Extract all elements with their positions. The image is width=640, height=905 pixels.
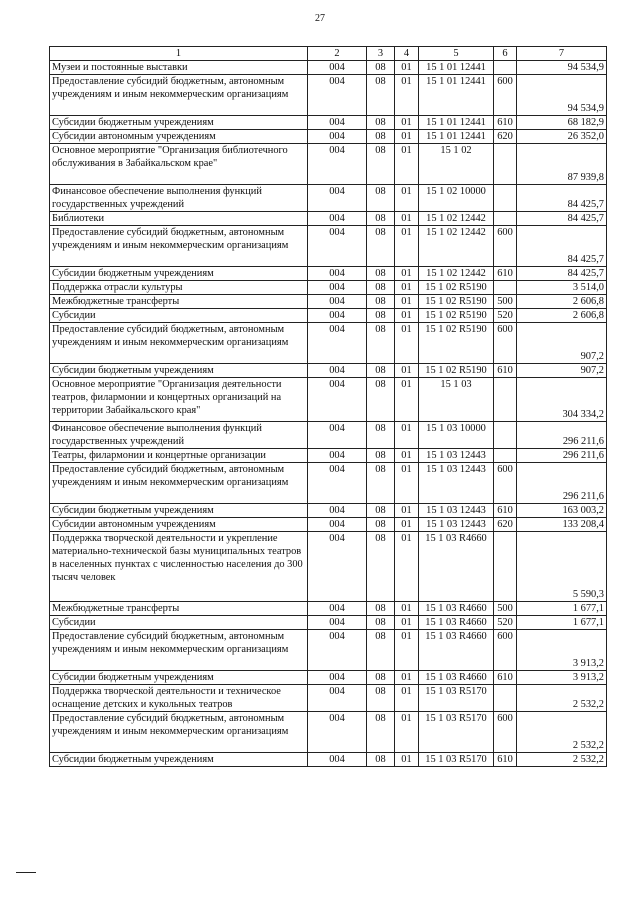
amount-cell: 133 208,4 [517, 518, 607, 532]
code-cell: 15 1 02 R5190 [419, 323, 494, 364]
table-row [50, 532, 607, 602]
col6-cell: 520 [494, 309, 517, 323]
col4-cell: 01 [395, 75, 419, 116]
amount-cell: 296 211,6 [517, 422, 607, 449]
row-name-cell: Субсидии бюджетным учреждениям [50, 116, 308, 130]
col2-cell: 004 [308, 685, 367, 712]
amount-cell: 2 532,2 [517, 685, 607, 712]
col3-cell: 08 [367, 212, 395, 226]
col2-cell: 004 [308, 449, 367, 463]
col4-cell: 01 [395, 226, 419, 267]
code-cell: 15 1 03 R5170 [419, 685, 494, 712]
col3-cell: 08 [367, 309, 395, 323]
row-name-cell: Субсидии бюджетным учреждениям [50, 364, 308, 378]
table-row [50, 144, 607, 185]
col3-cell: 08 [367, 449, 395, 463]
amount-cell: 3 514,0 [517, 281, 607, 295]
row-name-cell: Предоставление субсидий бюджетным, автономным учреждениям и иным некоммерческим организациям [50, 463, 308, 504]
code-cell: 15 1 02 12442 [419, 212, 494, 226]
code-cell: 15 1 03 12443 [419, 449, 494, 463]
col2-cell: 004 [308, 295, 367, 309]
row-name-cell: Библиотеки [50, 212, 308, 226]
col3-cell: 08 [367, 685, 395, 712]
col2-cell: 004 [308, 504, 367, 518]
code-cell: 15 1 02 10000 [419, 185, 494, 212]
code-cell: 15 1 03 R5170 [419, 753, 494, 767]
column-header: 1 [50, 47, 308, 61]
amount-cell: 3 913,2 [517, 630, 607, 671]
col4-cell: 01 [395, 712, 419, 753]
row-name-cell: Межбюджетные трансферты [50, 295, 308, 309]
col6-cell [494, 144, 517, 185]
col6-cell: 620 [494, 518, 517, 532]
col3-cell: 08 [367, 364, 395, 378]
table-row [50, 463, 607, 504]
amount-cell: 907,2 [517, 364, 607, 378]
col3-cell: 08 [367, 422, 395, 449]
table-row [50, 753, 607, 767]
col3-cell: 08 [367, 116, 395, 130]
row-name-cell: Предоставление субсидий бюджетным, автономным учреждениям и иным некоммерческим организациям [50, 323, 308, 364]
table-row [50, 630, 607, 671]
code-cell: 15 1 03 10000 [419, 422, 494, 449]
table-row [50, 602, 607, 616]
col2-cell: 004 [308, 185, 367, 212]
amount-cell: 1 677,1 [517, 616, 607, 630]
col3-cell: 08 [367, 226, 395, 267]
row-name-cell: Поддержка отрасли культуры [50, 281, 308, 295]
col2-cell: 004 [308, 518, 367, 532]
col3-cell: 08 [367, 130, 395, 144]
column-header: 6 [494, 47, 517, 61]
code-cell: 15 1 03 R4660 [419, 671, 494, 685]
code-cell: 15 1 02 12442 [419, 226, 494, 267]
col2-cell: 004 [308, 212, 367, 226]
col4-cell: 01 [395, 61, 419, 75]
amount-cell: 94 534,9 [517, 75, 607, 116]
row-name-cell: Субсидии [50, 616, 308, 630]
column-header: 3 [367, 47, 395, 61]
col3-cell: 08 [367, 323, 395, 364]
col4-cell: 01 [395, 616, 419, 630]
amount-cell: 84 425,7 [517, 212, 607, 226]
col3-cell: 08 [367, 378, 395, 422]
row-name-cell: Субсидии бюджетным учреждениям [50, 753, 308, 767]
code-cell: 15 1 03 R4660 [419, 616, 494, 630]
col2-cell: 004 [308, 753, 367, 767]
col4-cell: 01 [395, 532, 419, 602]
col2-cell: 004 [308, 602, 367, 616]
table-row [50, 281, 607, 295]
col3-cell: 08 [367, 185, 395, 212]
col4-cell: 01 [395, 504, 419, 518]
table-row [50, 712, 607, 753]
row-name-cell: Основное мероприятие "Организация библиотечного обслуживания в Забайкальском крае" [50, 144, 308, 185]
col2-cell: 004 [308, 226, 367, 267]
table-row [50, 295, 607, 309]
col6-cell [494, 61, 517, 75]
code-cell: 15 1 01 12441 [419, 116, 494, 130]
table-row [50, 185, 607, 212]
amount-cell: 5 590,3 [517, 532, 607, 602]
code-cell: 15 1 03 12443 [419, 504, 494, 518]
table-row [50, 116, 607, 130]
row-name-cell: Субсидии [50, 309, 308, 323]
code-cell: 15 1 03 [419, 378, 494, 422]
table-row [50, 518, 607, 532]
row-name-cell: Музеи и постоянные выставки [50, 61, 308, 75]
table-header-row [50, 47, 607, 61]
table-row [50, 267, 607, 281]
column-header: 7 [517, 47, 607, 61]
table-row [50, 130, 607, 144]
col6-cell: 610 [494, 671, 517, 685]
code-cell: 15 1 03 12443 [419, 518, 494, 532]
col3-cell: 08 [367, 602, 395, 616]
col3-cell: 08 [367, 61, 395, 75]
row-name-cell: Предоставление субсидий бюджетным, автономным учреждениям и иным некоммерческим организациям [50, 712, 308, 753]
col2-cell: 004 [308, 712, 367, 753]
col4-cell: 01 [395, 630, 419, 671]
col6-cell: 610 [494, 267, 517, 281]
code-cell: 15 1 02 R5190 [419, 309, 494, 323]
code-cell: 15 1 03 R4660 [419, 532, 494, 602]
row-name-cell: Субсидии автономным учреждениям [50, 130, 308, 144]
col4-cell: 01 [395, 685, 419, 712]
row-name-cell: Субсидии бюджетным учреждениям [50, 504, 308, 518]
col3-cell: 08 [367, 75, 395, 116]
col2-cell: 004 [308, 422, 367, 449]
col6-cell [494, 685, 517, 712]
table-row [50, 75, 607, 116]
row-name-cell: Поддержка творческой деятельности и техническое оснащение детских и кукольных театров [50, 685, 308, 712]
col3-cell: 08 [367, 712, 395, 753]
col4-cell: 01 [395, 753, 419, 767]
column-header: 5 [419, 47, 494, 61]
table-row [50, 422, 607, 449]
code-cell: 15 1 02 [419, 144, 494, 185]
table-row [50, 61, 607, 75]
col6-cell: 600 [494, 630, 517, 671]
row-name-cell: Субсидии бюджетным учреждениям [50, 671, 308, 685]
code-cell: 15 1 03 R4660 [419, 630, 494, 671]
col3-cell: 08 [367, 463, 395, 504]
col3-cell: 08 [367, 616, 395, 630]
table-row [50, 671, 607, 685]
row-name-cell: Предоставление субсидий бюджетным, автономным учреждениям и иным некоммерческим организациям [50, 226, 308, 267]
col4-cell: 01 [395, 323, 419, 364]
amount-cell: 84 425,7 [517, 267, 607, 281]
amount-cell: 84 425,7 [517, 226, 607, 267]
col6-cell [494, 212, 517, 226]
col3-cell: 08 [367, 753, 395, 767]
col2-cell: 004 [308, 616, 367, 630]
row-name-cell: Финансовое обеспечение выполнения функций государственных учреждений [50, 185, 308, 212]
table-row [50, 212, 607, 226]
row-name-cell: Театры, филармонии и концертные организации [50, 449, 308, 463]
col4-cell: 01 [395, 185, 419, 212]
amount-cell: 94 534,9 [517, 61, 607, 75]
column-header: 4 [395, 47, 419, 61]
col3-cell: 08 [367, 295, 395, 309]
col6-cell [494, 422, 517, 449]
col2-cell: 004 [308, 309, 367, 323]
col4-cell: 01 [395, 518, 419, 532]
code-cell: 15 1 03 R5170 [419, 712, 494, 753]
amount-cell: 2 606,8 [517, 295, 607, 309]
amount-cell: 26 352,0 [517, 130, 607, 144]
col2-cell: 004 [308, 61, 367, 75]
col4-cell: 01 [395, 602, 419, 616]
col4-cell: 01 [395, 463, 419, 504]
budget-table [49, 46, 607, 767]
footer-dash [16, 872, 36, 873]
table-row [50, 309, 607, 323]
col4-cell: 01 [395, 130, 419, 144]
col6-cell [494, 378, 517, 422]
row-name-cell: Субсидии автономным учреждениям [50, 518, 308, 532]
col6-cell: 500 [494, 295, 517, 309]
col6-cell: 500 [494, 602, 517, 616]
col6-cell [494, 449, 517, 463]
col4-cell: 01 [395, 267, 419, 281]
col4-cell: 01 [395, 116, 419, 130]
col4-cell: 01 [395, 309, 419, 323]
col6-cell [494, 281, 517, 295]
col2-cell: 004 [308, 130, 367, 144]
amount-cell: 2 606,8 [517, 309, 607, 323]
col4-cell: 01 [395, 364, 419, 378]
table-row [50, 378, 607, 422]
table-row [50, 323, 607, 364]
col4-cell: 01 [395, 671, 419, 685]
amount-cell: 2 532,2 [517, 712, 607, 753]
col2-cell: 004 [308, 364, 367, 378]
col2-cell: 004 [308, 378, 367, 422]
col6-cell: 600 [494, 463, 517, 504]
col4-cell: 01 [395, 281, 419, 295]
amount-cell: 296 211,6 [517, 463, 607, 504]
row-name-cell: Финансовое обеспечение выполнения функций государственных учреждений [50, 422, 308, 449]
code-cell: 15 1 02 R5190 [419, 364, 494, 378]
col6-cell: 610 [494, 116, 517, 130]
col3-cell: 08 [367, 532, 395, 602]
row-name-cell: Межбюджетные трансферты [50, 602, 308, 616]
col3-cell: 08 [367, 281, 395, 295]
col6-cell: 600 [494, 712, 517, 753]
col2-cell: 004 [308, 281, 367, 295]
amount-cell: 296 211,6 [517, 449, 607, 463]
col3-cell: 08 [367, 144, 395, 185]
page-number: 27 [315, 13, 325, 24]
code-cell: 15 1 01 12441 [419, 130, 494, 144]
col2-cell: 004 [308, 116, 367, 130]
amount-cell: 1 677,1 [517, 602, 607, 616]
amount-cell: 304 334,2 [517, 378, 607, 422]
col6-cell: 610 [494, 364, 517, 378]
column-header: 2 [308, 47, 367, 61]
col6-cell: 610 [494, 504, 517, 518]
col3-cell: 08 [367, 630, 395, 671]
col4-cell: 01 [395, 422, 419, 449]
code-cell: 15 1 01 12441 [419, 75, 494, 116]
col2-cell: 004 [308, 144, 367, 185]
col3-cell: 08 [367, 518, 395, 532]
table-row [50, 685, 607, 712]
col2-cell: 004 [308, 267, 367, 281]
amount-cell: 907,2 [517, 323, 607, 364]
table-row [50, 226, 607, 267]
col2-cell: 004 [308, 75, 367, 116]
amount-cell: 2 532,2 [517, 753, 607, 767]
col4-cell: 01 [395, 212, 419, 226]
amount-cell: 68 182,9 [517, 116, 607, 130]
col6-cell: 600 [494, 323, 517, 364]
code-cell: 15 1 02 R5190 [419, 281, 494, 295]
amount-cell: 163 003,2 [517, 504, 607, 518]
col4-cell: 01 [395, 295, 419, 309]
code-cell: 15 1 02 R5190 [419, 295, 494, 309]
table-row [50, 616, 607, 630]
amount-cell: 3 913,2 [517, 671, 607, 685]
row-name-cell: Основное мероприятие "Организация деятельности театров, филармонии и концертных организаций на территории Забайкальского края" [50, 378, 308, 422]
col2-cell: 004 [308, 671, 367, 685]
col6-cell: 520 [494, 616, 517, 630]
amount-cell: 87 939,8 [517, 144, 607, 185]
col6-cell: 600 [494, 226, 517, 267]
col2-cell: 004 [308, 323, 367, 364]
col3-cell: 08 [367, 504, 395, 518]
code-cell: 15 1 03 12443 [419, 463, 494, 504]
code-cell: 15 1 01 12441 [419, 61, 494, 75]
col3-cell: 08 [367, 267, 395, 281]
row-name-cell: Субсидии бюджетным учреждениям [50, 267, 308, 281]
col4-cell: 01 [395, 449, 419, 463]
col6-cell [494, 532, 517, 602]
col4-cell: 01 [395, 144, 419, 185]
col2-cell: 004 [308, 630, 367, 671]
table-row [50, 364, 607, 378]
col6-cell: 620 [494, 130, 517, 144]
table-row [50, 504, 607, 518]
table-body [50, 61, 607, 767]
table-row [50, 449, 607, 463]
col2-cell: 004 [308, 532, 367, 602]
code-cell: 15 1 02 12442 [419, 267, 494, 281]
row-name-cell: Предоставление субсидий бюджетным, автономным учреждениям и иным некоммерческим организациям [50, 75, 308, 116]
col4-cell: 01 [395, 378, 419, 422]
col3-cell: 08 [367, 671, 395, 685]
col6-cell: 600 [494, 75, 517, 116]
code-cell: 15 1 03 R4660 [419, 602, 494, 616]
col6-cell: 610 [494, 753, 517, 767]
col2-cell: 004 [308, 463, 367, 504]
col6-cell [494, 185, 517, 212]
row-name-cell: Предоставление субсидий бюджетным, автономным учреждениям и иным некоммерческим организациям [50, 630, 308, 671]
row-name-cell: Поддержка творческой деятельности и укрепление материально-технической базы муниципальных театров в населенных пунктах с численностью населения до 300 тысяч человек [50, 532, 308, 602]
amount-cell: 84 425,7 [517, 185, 607, 212]
